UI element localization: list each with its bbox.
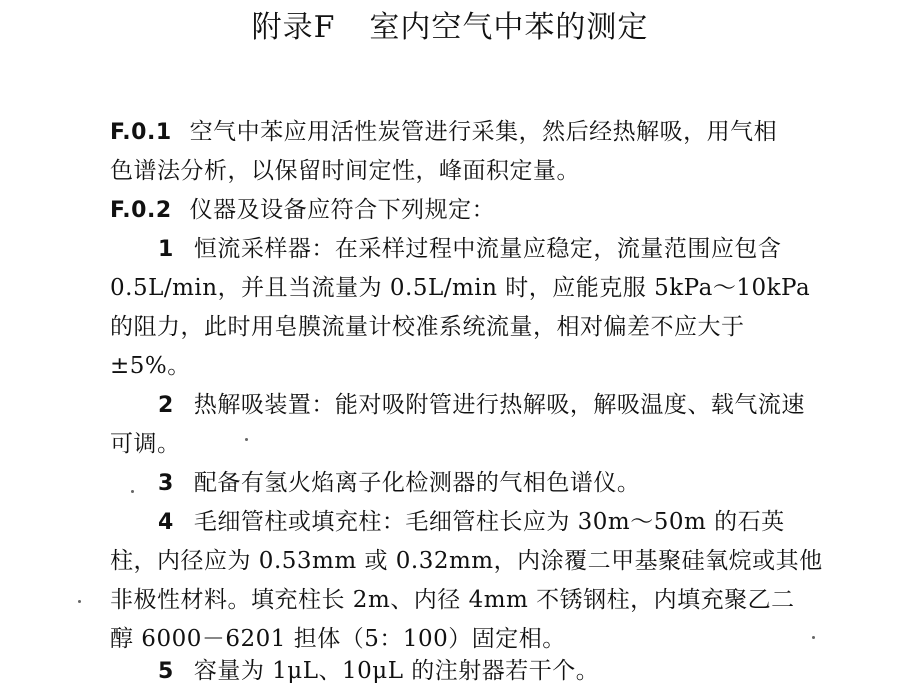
item-2-line-2: 可调。 xyxy=(110,431,181,457)
item-1-line-1 xyxy=(158,234,781,265)
item-1-text-1: 恒流采样器：在采样过程中流量应稳定，流量范围应包含 xyxy=(193,236,782,262)
appendix-title xyxy=(0,2,900,46)
appendix-label: 附录F xyxy=(251,10,336,45)
item-4-line-2: 柱，内径应为 0.53mm 或 0.32mm，内涂覆二甲基聚硅氧烷或其他 xyxy=(110,548,823,574)
clause-number-f01: F.0.1 xyxy=(110,120,172,145)
scan-speck xyxy=(245,438,248,441)
item-4-line-4: 醇 6000－6201 担体（5：100）固定相。 xyxy=(110,626,566,652)
item-5-text-1: 容量为 1μL、10μL 的注射器若干个。 xyxy=(193,658,600,684)
clause-f01-line2: 色谱法分析，以保留时间定性，峰面积定量。 xyxy=(110,158,580,184)
item-number-3: 3 xyxy=(158,471,174,496)
item-5-line-1 xyxy=(158,656,599,687)
clause-f02-intro: 仪器及设备应符合下列规定： xyxy=(189,197,496,223)
item-number-2: 2 xyxy=(158,393,174,418)
item-4-text-1: 毛细管柱或填充柱：毛细管柱长应为 30m～50m 的石英 xyxy=(193,509,785,535)
item-number-1: 1 xyxy=(158,237,174,262)
scan-speck xyxy=(812,636,815,639)
scan-speck xyxy=(78,600,81,603)
item-number-5: 5 xyxy=(158,659,174,684)
item-1-line-2: 0.5L/min，并且当流量为 0.5L/min 时，应能克服 5kPa～10kPa xyxy=(110,275,811,301)
item-3-line-1 xyxy=(158,468,640,499)
appendix-title-text: 室内空气中苯的测定 xyxy=(369,10,649,45)
clause-f01-line1 xyxy=(110,117,777,148)
clause-number-f02: F.0.2 xyxy=(110,198,172,223)
item-2-text-1: 热解吸装置：能对吸附管进行热解吸，解吸温度、载气流速 xyxy=(193,392,805,418)
clause-f02-line1 xyxy=(110,195,495,226)
item-number-4: 4 xyxy=(158,510,174,535)
clause-f01-text-1: 空气中苯应用活性炭管进行采集，然后经热解吸，用气相 xyxy=(189,119,778,145)
item-2-line-1 xyxy=(158,390,805,421)
item-4-line-3: 非极性材料。填充柱长 2m、内径 4mm 不锈钢柱，内填充聚乙二 xyxy=(110,587,795,613)
item-1-line-4: ±5%。 xyxy=(110,353,191,379)
item-1-line-3: 的阻力，此时用皂膜流量计校准系统流量，相对偏差不应大于 xyxy=(110,314,745,340)
item-4-line-1 xyxy=(158,507,785,538)
scan-speck xyxy=(131,490,134,493)
item-3-text-1: 配备有氢火焰离子化检测器的气相色谱仪。 xyxy=(193,470,641,496)
